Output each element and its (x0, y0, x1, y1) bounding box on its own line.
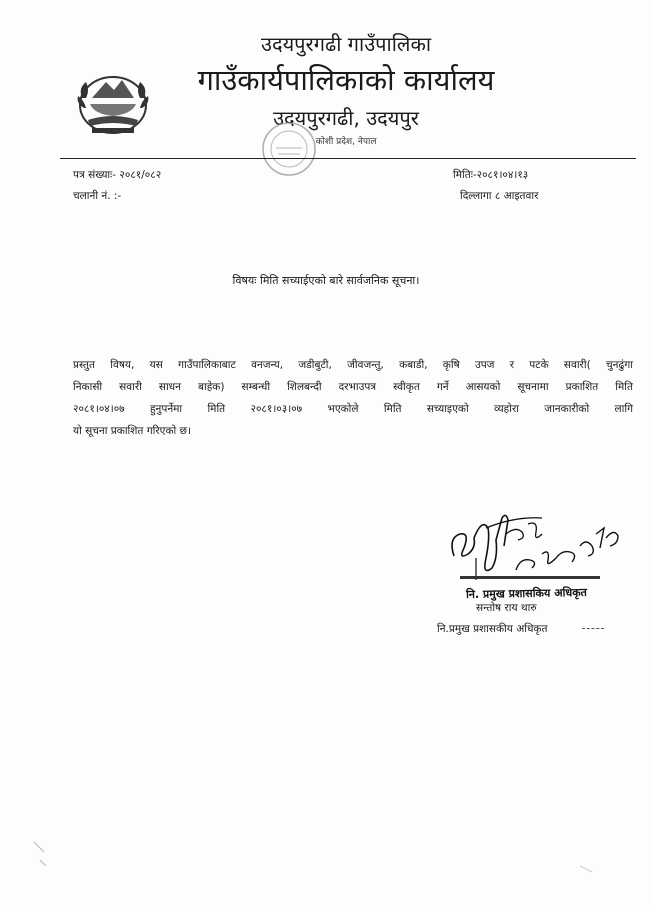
office-name: गाउँकार्यपालिकाको कार्यालय (197, 63, 495, 97)
letter-date: मितिः-२०८१।०४।१३ (453, 169, 529, 181)
province-address: कोशी प्रदेश, नेपाल (315, 137, 377, 147)
dispatch-number: चलानी नं. :- (73, 190, 122, 202)
letter-day: दिल्लागा ८ आइतवार (460, 190, 539, 202)
body-line: निकासी सवारी साधन बाहेक) सम्बन्धी शिलबन्दी दरभाउपत्र स्वीकृत गर्ने आसयको सूचनामा प्रकाशित मिति (73, 381, 633, 393)
subject-line: विषयः मिति सच्याईएको बारे सार्वजनिक सूचना। (232, 274, 420, 287)
letter-number: पत्र संख्याः- २०८१/०८२ (73, 169, 162, 181)
body-line: यो सूचना प्रकाशित गरिएको छ। (73, 425, 191, 437)
body-line: प्रस्तुत विषय, यस गाउँपालिकाबाट वनजन्य, जडीबुटी, जीवजन्तु, कबाडी, कृषि उपज र पटके सवारी( चुनढुंगा (73, 359, 633, 371)
signatory-name: सन्तोष राय थारु (476, 602, 537, 614)
municipality-name: उदयपुरगढी गाउँपालिका (261, 32, 431, 56)
body-line: २०८१।०४।०७ हुनुपर्नेमा मिति २०८१।०३।०७ भएकोले मिति सच्याइएको व्यहोरा जानकारीको लागि (73, 403, 633, 415)
officer-stamp: नि. प्रमुख प्रशासकिय अधिकृत (465, 585, 588, 602)
office-address: उदयपुरगढी, उदयपुर (273, 106, 419, 130)
signatory-title: नि.प्रमुख प्रशासकीय अधिकृत (437, 623, 548, 635)
